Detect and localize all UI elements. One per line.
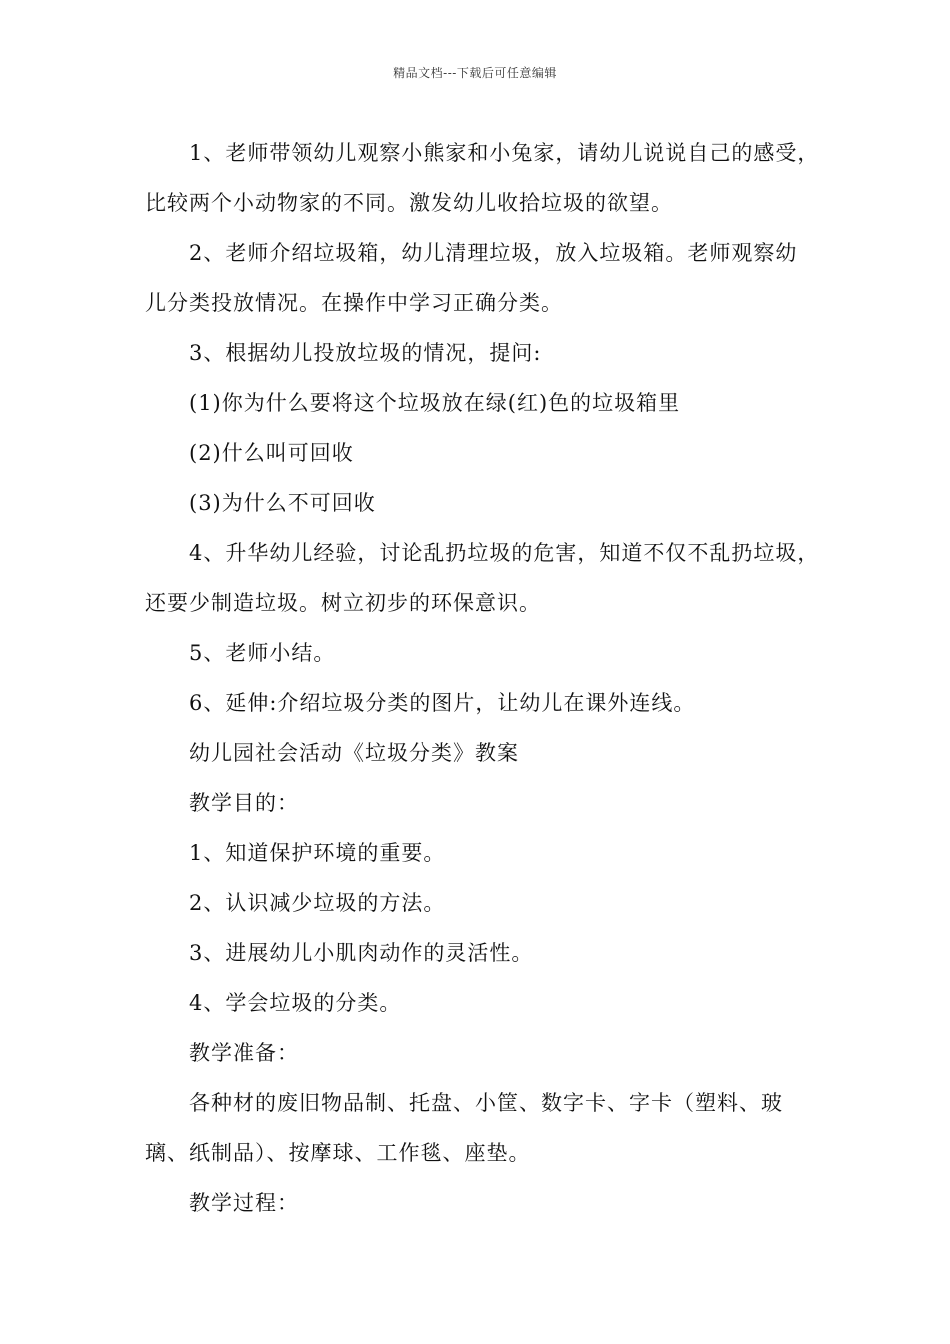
paragraph-line: 儿分类投放情况。在操作中学习正确分类。 — [145, 291, 563, 315]
page-header: 精品文档---下载后可任意编辑 — [393, 66, 557, 80]
section-heading: 教学准备： — [189, 1041, 299, 1065]
section-heading: 教学过程： — [189, 1191, 299, 1215]
paragraph-line: 5、老师小结。 — [189, 641, 336, 665]
paragraph-line: 6、延伸:介绍垃圾分类的图片，让幼儿在课外连线。 — [189, 691, 696, 715]
paragraph-line: 还要少制造垃圾。树立初步的环保意识。 — [145, 591, 541, 615]
list-item: 2、认识减少垃圾的方法。 — [189, 891, 446, 915]
paragraph-line: 比较两个小动物家的不同。激发幼儿收拾垃圾的欲望。 — [145, 191, 673, 215]
paragraph-line: 璃、纸制品）、按摩球、工作毯、座垫。 — [145, 1141, 531, 1165]
question-line: (3)为什么不可回收 — [189, 491, 376, 515]
document-body — [145, 128, 820, 1228]
section-heading: 教学目的： — [189, 791, 299, 815]
section-title: 幼儿园社会活动《垃圾分类》教案 — [189, 741, 519, 765]
list-item: 4、学会垃圾的分类。 — [189, 991, 402, 1015]
paragraph-line: 2、老师介绍垃圾箱，幼儿清理垃圾，放入垃圾箱。老师观察幼 — [189, 241, 798, 265]
paragraph-line: 各种材的废旧物品制、托盘、小筐、数字卡、字卡（塑料、玻 — [189, 1091, 783, 1115]
question-line: (2)什么叫可回收 — [189, 441, 354, 465]
list-item: 3、进展幼儿小肌肉动作的灵活性。 — [189, 941, 534, 965]
question-line: (1)你为什么要将这个垃圾放在绿(红)色的垃圾箱里 — [189, 391, 681, 415]
paragraph-line: 3、根据幼儿投放垃圾的情况，提问: — [189, 341, 542, 365]
list-item: 1、知道保护环境的重要。 — [189, 841, 446, 865]
paragraph-line: 4、升华幼儿经验，讨论乱扔垃圾的危害，知道不仅不乱扔垃圾， — [189, 541, 820, 565]
paragraph-line: 1、老师带领幼儿观察小熊家和小兔家，请幼儿说说自己的感受， — [189, 141, 820, 165]
